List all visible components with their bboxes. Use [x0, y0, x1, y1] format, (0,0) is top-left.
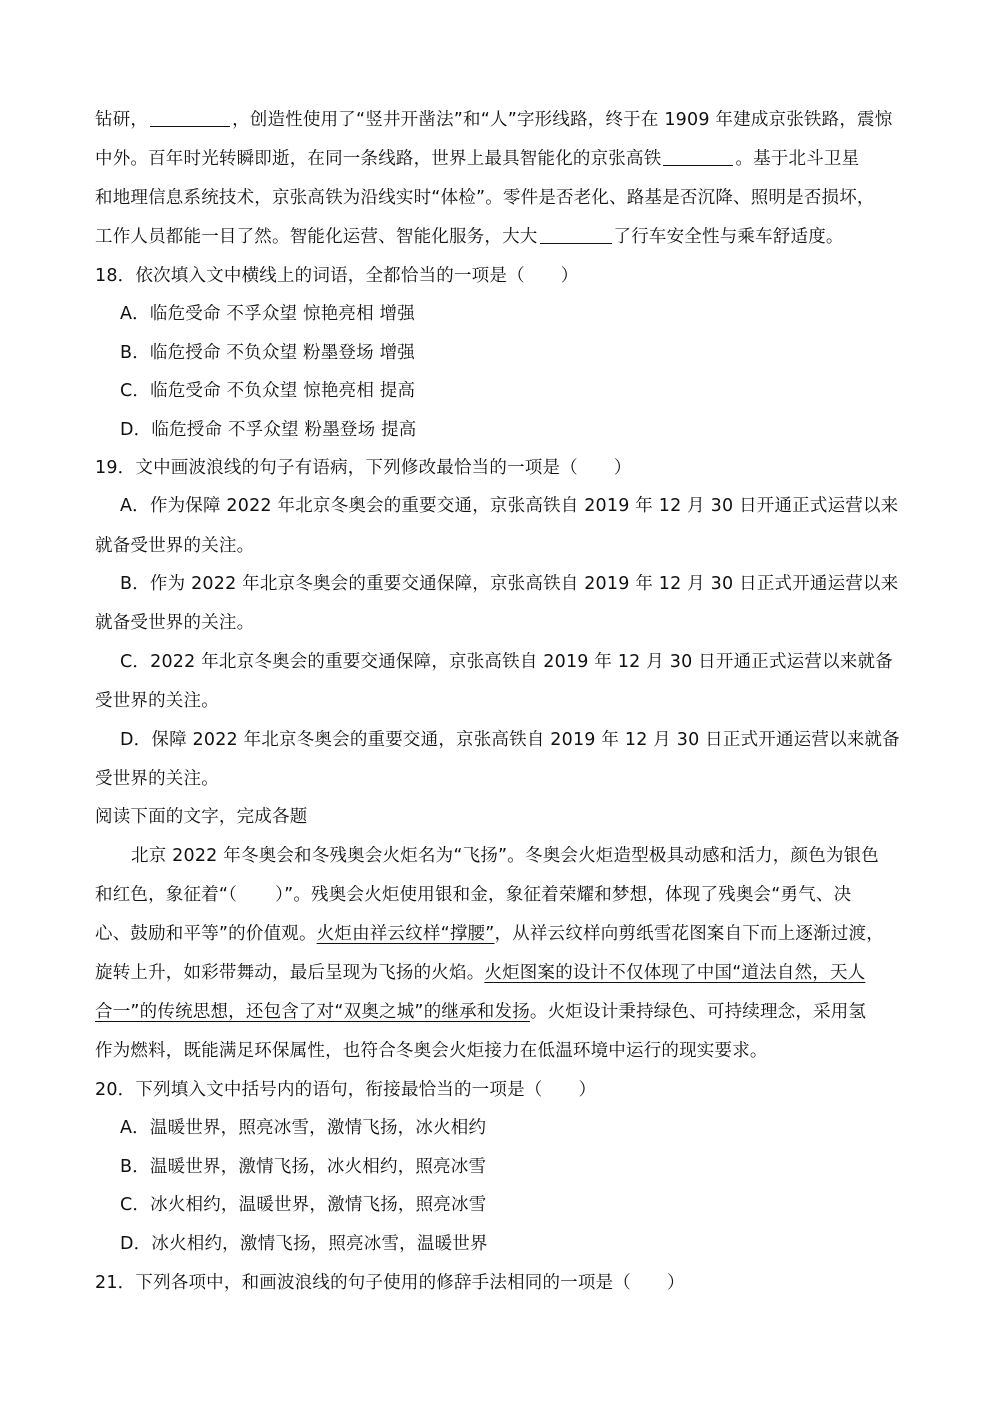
passage2-line-4 [95, 961, 865, 987]
answer-blank [540, 242, 612, 244]
section-instruction: 阅读下面的文字，完成各题 [95, 807, 308, 827]
passage-line-3 [95, 186, 875, 212]
passage-text: 心、鼓励和平等”的价值观。 [95, 924, 317, 944]
question-20-option-a: A．温暖世界，照亮冰雪，激情飞扬，冰火相约 [120, 1118, 487, 1138]
question-19-option-d-line2: 受世界的关注。 [95, 769, 219, 789]
passage-text: 旋转上升，如彩带舞动，最后呈现为飞扬的火焰。 [95, 963, 485, 983]
question-19-option-a-line2: 就备受世界的关注。 [95, 536, 255, 556]
passage-text: 工作人员都能一目了然。智能化运营、智能化服务，大大 [95, 227, 538, 247]
question-19-option-a-line1: A．作为保障 2022 年北京冬奥会的重要交通，京张高铁自 2019 年 12 月 30 日开通正式运营以来 [120, 496, 899, 516]
passage2-line-6: 作为燃料，既能满足环保属性，也符合冬奥会火炬接力在低温环境中运行的现实要求。 [95, 1041, 768, 1061]
question-19-option-c-line1: C．2022 年北京冬奥会的重要交通保障，京张高铁自 2019 年 12 月 30 日开通正式运营以来就备 [120, 652, 893, 672]
question-18-option-a: A．临危受命 不孚众望 惊艳亮相 增强 [120, 304, 415, 324]
question-21-stem [95, 1271, 685, 1297]
question-20-stem [95, 1078, 596, 1104]
passage2-line-3 [95, 922, 884, 948]
question-18-option-b: B．临危授命 不负众望 粉墨登场 增强 [120, 343, 415, 363]
question-text: ） [613, 458, 632, 478]
passage-text: 。火炬设计秉持绿色、可持续理念，采用氢 [529, 1002, 867, 1022]
question-text: 20．下列填入文中括号内的语句，衔接最恰当的一项是（ [95, 1080, 543, 1100]
passage-text: ，从祥云纹样向剪纸雪花图案自下而上逐渐过渡， [494, 924, 884, 944]
question-19-option-b-line1: B．作为 2022 年北京冬奥会的重要交通保障，京张高铁自 2019 年 12 月 30 日正式开通运营以来 [120, 574, 899, 594]
question-19-option-c-line2: 受世界的关注。 [95, 691, 219, 711]
passage2-line-1: 北京 2022 年冬奥会和冬残奥会火炬名为“飞扬”。冬奥会火炬造型极具动感和活力，颜色为银色 [131, 846, 879, 866]
passage2-line-5 [95, 1000, 866, 1026]
passage-text: 和地理信息系统技术，京张高铁为沿线实时“体检”。零件是否老化、路基是否沉降、照明是否损坏， [95, 188, 875, 208]
answer-blank [150, 125, 230, 127]
question-text: ） [560, 266, 579, 286]
underlined-sentence: 合一”的传统思想，还包含了对“双奥之城”的继承和发扬 [95, 1002, 530, 1022]
passage-text: 和红色，象征着“（ [95, 885, 238, 905]
answer-blank [663, 164, 733, 166]
question-text: 21．下列各项中，和画波浪线的句子使用的修辞手法相同的一项是（ [95, 1273, 631, 1293]
question-19-option-b-line2: 就备受世界的关注。 [95, 613, 255, 633]
question-18-option-d: D．临危授命 不孚众望 粉墨登场 提高 [120, 420, 417, 440]
question-20-option-d: D．冰火相约，激情飞扬，照亮冰雪，温暖世界 [120, 1234, 488, 1254]
passage-line-4 [95, 225, 844, 251]
passage-text: 。基于北斗卫星 [735, 149, 860, 169]
passage-line-2 [95, 147, 859, 173]
question-text: 19．文中画波浪线的句子有语病，下列修改最恰当的一项是（ [95, 458, 578, 478]
question-text: 18．依次填入文中横线上的词语，全都恰当的一项是（ [95, 266, 525, 286]
underlined-sentence: 火炬由祥云纹样“撑腰” [316, 924, 495, 944]
question-18-stem [95, 264, 578, 290]
question-20-option-c: C．冰火相约，温暖世界，激情飞扬，照亮冰雪 [120, 1195, 487, 1215]
passage-text: 了行车安全性与乘车舒适度。 [613, 227, 844, 247]
passage2-line-2 [95, 883, 851, 909]
question-text: ） [666, 1273, 685, 1293]
passage-text: 钻研， [95, 110, 149, 130]
passage-text: ，创造性使用了“竖井开凿法”和“人”字形线路，终于在 1909 年建成京张铁路，震惊 [232, 110, 893, 130]
question-19-option-d-line1: D．保障 2022 年北京冬奥会的重要交通，京张高铁自 2019 年 12 月 30 日正式开通运营以来就备 [120, 730, 900, 750]
question-19-stem [95, 456, 632, 482]
passage-text: ）”。残奥会火炬使用银和金，象征着荣耀和梦想，体现了残奥会“勇气、决 [275, 885, 852, 905]
underlined-sentence: 火炬图案的设计不仅体现了中国“道法自然，天人 [484, 963, 866, 983]
passage-line-1 [95, 108, 892, 134]
question-text: ） [578, 1080, 597, 1100]
question-20-option-b: B．温暖世界，激情飞扬，冰火相约，照亮冰雪 [120, 1157, 487, 1177]
passage-text: 中外。百年时光转瞬即逝，在同一条线路，世界上最具智能化的京张高铁 [95, 149, 662, 169]
question-18-option-c: C．临危受命 不负众望 惊艳亮相 提高 [120, 381, 416, 401]
